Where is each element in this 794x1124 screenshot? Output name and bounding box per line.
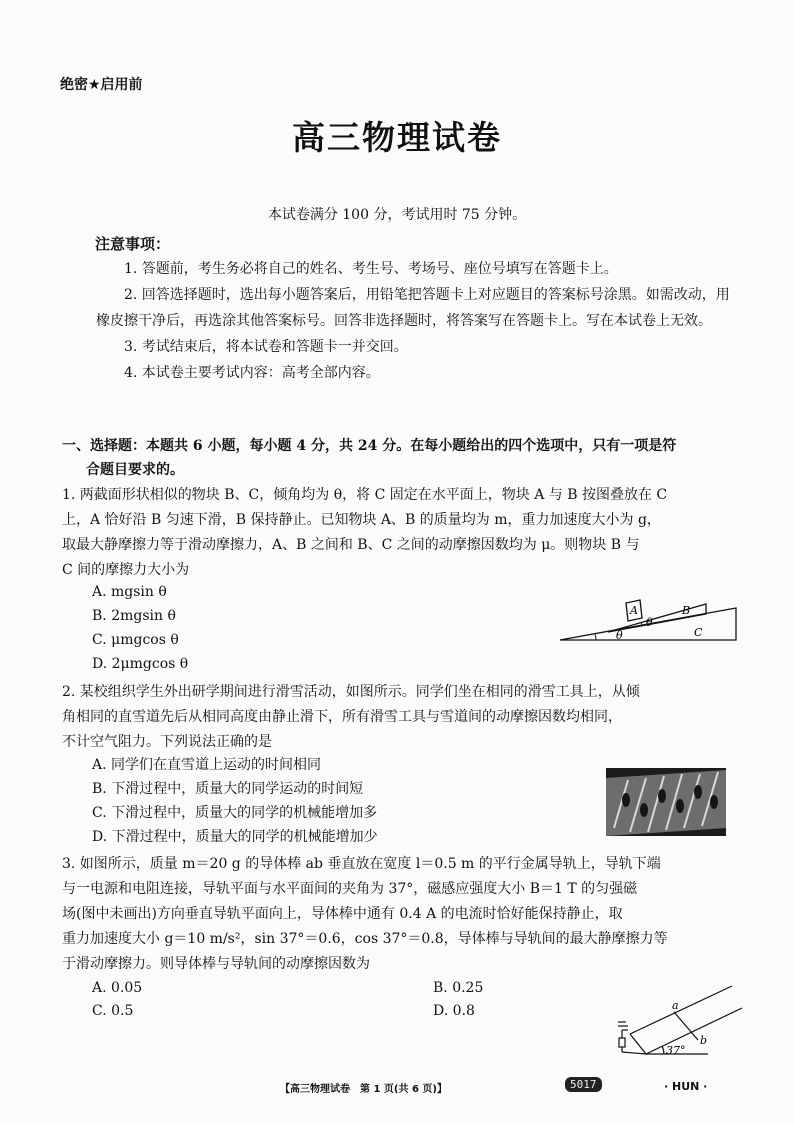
question-line: C 间的摩擦力大小为	[62, 562, 190, 578]
wedge-b	[608, 604, 706, 632]
question-line: 取最大静摩擦力等于滑动摩擦力，A、B 之间和 B、C 之间的动摩擦因数均为 μ。则物块 B 与	[62, 537, 640, 553]
label-a: a	[672, 999, 679, 1012]
paper-code-badge: 5017	[565, 1077, 602, 1092]
question-line: 不计空气阻力。下列说法正确的是	[62, 734, 272, 750]
notice-item: 3. 考试结束后，将本试卷和答题卡一并交回。	[124, 339, 408, 355]
question-line: 角相同的直雪道先后从相同高度由静止滑下，所有滑雪工具与雪道间的动摩擦因数均相同，	[62, 709, 622, 725]
notice-item: 2. 回答选择题时，选出每小题答案后，用铅笔把答题卡上对应题目的答案标号涂黑。如需改动，用橡皮擦干净后，再选涂其他答案标号。回答非选择题时，将答案写在答题卡上。写在本试卷上无效。	[96, 287, 730, 329]
option-c: C. μmgcos θ	[92, 632, 179, 648]
section-heading-line: 合题目要求的。	[86, 462, 184, 478]
question-1-stem	[62, 483, 742, 583]
question-line: 重力加速度大小 g＝10 m/s²，sin 37°＝0.6，cos 37°＝0.8，导体棒与导轨间的最大静摩擦力等	[62, 931, 668, 947]
question-line: 场(图中未画出)方向垂直导轨平面向上，导体棒中通有 0.4 A 的电流时恰好能保持静止，取	[62, 906, 623, 922]
option-a: A. mgsin θ	[92, 584, 167, 600]
exam-title: 高三物理试卷	[292, 118, 502, 157]
rail-upper	[630, 986, 732, 1034]
region-code: · HUN ·	[664, 1080, 708, 1093]
rod-ab	[674, 1012, 698, 1040]
question-line: 3. 如图所示，质量 m＝20 g 的导体棒 ab 垂直放在宽度 l＝0.5 m 的平行金属导轨上，导轨下端	[62, 856, 661, 872]
notice-list	[96, 256, 736, 386]
label-b: b	[700, 1034, 708, 1047]
wedge-diagram	[556, 590, 746, 646]
label-b: B	[682, 604, 691, 617]
notice-item: 1. 答题前，考生务必将自己的姓名、考生号、考场号、座位号填写在答题卡上。	[124, 261, 618, 277]
question-line: 于滑动摩擦力。则导体棒与导轨间的动摩擦因数为	[62, 956, 370, 972]
section-heading-line: 一、选择题：本题共 6 小题，每小题 4 分，共 24 分。在每小题给出的四个选项中，只有一项是符	[62, 438, 677, 454]
question-2-options	[92, 753, 378, 849]
option-a: A. 0.05	[92, 980, 143, 996]
notice-heading: 注意事项：	[95, 235, 171, 253]
label-c: C	[694, 626, 703, 639]
option-b: B. 2mgsin θ	[92, 608, 176, 624]
label-theta-c: θ	[616, 629, 623, 642]
question-line: 上，A 恰好沿 B 匀速下滑，B 保持静止。已知物块 A、B 的质量均为 m，重力加速度大小为 g，	[62, 512, 661, 528]
option-b: B. 0.25	[433, 980, 484, 996]
exam-intro: 本试卷满分 100 分，考试用时 75 分钟。	[267, 207, 527, 223]
page-footer: 【高三物理试卷 第 1 页(共 6 页)】	[280, 1084, 447, 1095]
ski-photo	[606, 768, 726, 836]
question-line: 与一电源和电阻连接，导轨平面与水平面间的夹角为 37°，磁感应强度大小 B＝1 T 的匀强磁	[62, 881, 638, 897]
notice-item: 4. 本试卷主要考试内容：高考全部内容。	[124, 365, 380, 381]
option-d: D. 2μmgcos θ	[92, 656, 189, 672]
option-c: C. 0.5	[92, 1003, 134, 1019]
rail-lower	[646, 1008, 742, 1054]
option-c: C. 下滑过程中，质量大的同学的机械能增加多	[92, 805, 378, 821]
question-line: 1. 两截面形状相似的物块 B、C，倾角均为 θ，将 C 固定在水平面上，物块 A 与 B 按图叠放在 C	[62, 487, 668, 503]
label-angle: 37°	[666, 1044, 686, 1057]
label-a: A	[630, 604, 638, 617]
question-1-options	[92, 580, 188, 676]
option-d: D. 下滑过程中，质量大的同学的机械能增加少	[92, 829, 378, 845]
label-theta-b: θ	[646, 616, 653, 629]
question-2-stem	[62, 680, 742, 755]
option-d: D. 0.8	[433, 1003, 475, 1019]
rail-circuit-diagram	[618, 982, 744, 1060]
option-a: A. 同学们在直雪道上运动的时间相同	[92, 757, 322, 773]
option-b: B. 下滑过程中，质量大的同学运动的时间短	[92, 781, 364, 797]
section-heading	[62, 434, 752, 482]
question-3-stem	[62, 852, 742, 977]
confidential-mark: 绝密★启用前	[60, 77, 143, 93]
question-line: 2. 某校组织学生外出研学期间进行滑雪活动，如图所示。同学们坐在相同的滑雪工具上，从倾	[62, 684, 640, 700]
